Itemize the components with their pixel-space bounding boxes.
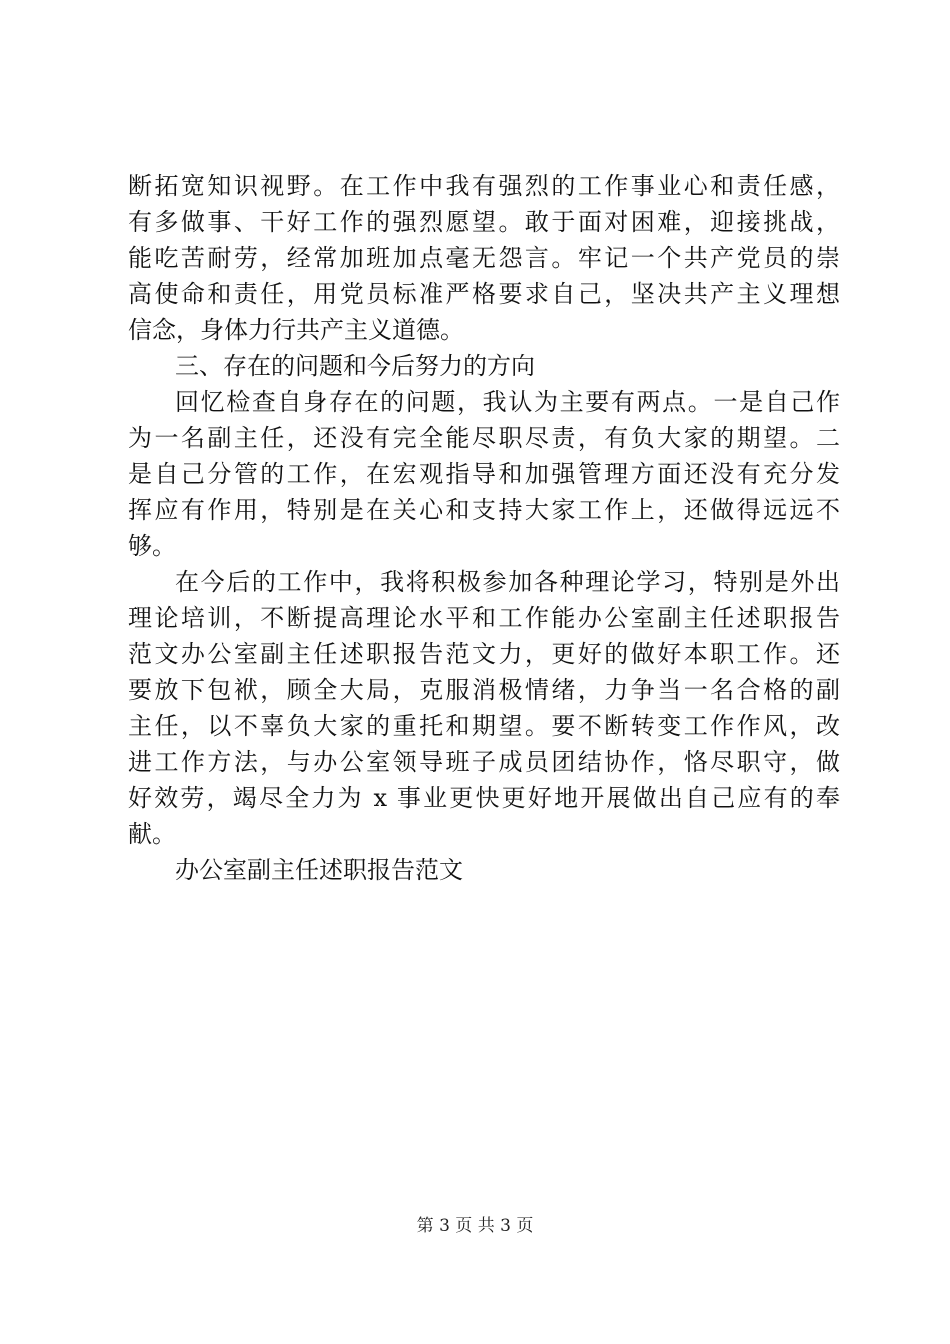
body-text-line: 范文办公室副主任述职报告范文力，更好的做好本职工作。还 bbox=[128, 640, 840, 668]
body-text-line: 理论培训，不断提高理论水平和工作能办公室副主任述职报告 bbox=[128, 604, 840, 632]
body-text-line: 要放下包袱，顾全大局，克服消极情绪，力争当一名合格的副 bbox=[128, 676, 840, 704]
body-text-line: 信念，身体力行共产主义道德。 bbox=[128, 316, 464, 344]
body-text-line: 好效劳，竭尽全力为 x 事业更快更好地开展做出自己应有的奉 bbox=[128, 784, 840, 812]
body-text-line: 献。 bbox=[128, 820, 176, 848]
body-text-line: 挥应有作用，特别是在关心和支持大家工作上，还做得远远不 bbox=[128, 496, 840, 524]
body-text-line: 进工作方法，与办公室领导班子成员团结协作，恪尽职守，做 bbox=[128, 748, 840, 776]
body-text-line: 回忆检查自身存在的问题，我认为主要有两点。一是自己作 bbox=[175, 388, 840, 416]
body-text-line: 高使命和责任，用党员标准严格要求自己，坚决共产主义理想 bbox=[128, 280, 840, 308]
body-text-line: 断拓宽知识视野。在工作中我有强烈的工作事业心和责任感， bbox=[128, 172, 840, 200]
body-text-line: 有多做事、干好工作的强烈愿望。敢于面对困难，迎接挑战， bbox=[128, 208, 840, 236]
body-text-line: 能吃苦耐劳，经常加班加点毫无怨言。牢记一个共产党员的崇 bbox=[128, 244, 840, 272]
body-text-line: 在今后的工作中，我将积极参加各种理论学习，特别是外出 bbox=[175, 568, 840, 596]
body-text-line: 是自己分管的工作，在宏观指导和加强管理方面还没有充分发 bbox=[128, 460, 840, 488]
page-footer: 第 3 页 共 3 页 bbox=[416, 1216, 534, 1236]
section-heading: 三、存在的问题和今后努力的方向 bbox=[175, 352, 535, 380]
document-title-line: 办公室副主任述职报告范文 bbox=[175, 856, 463, 884]
body-text-line: 够。 bbox=[128, 532, 176, 560]
body-text-line: 为一名副主任，还没有完全能尽职尽责，有负大家的期望。二 bbox=[128, 424, 840, 452]
body-text-line: 主任，以不辜负大家的重托和期望。要不断转变工作作风，改 bbox=[128, 712, 840, 740]
